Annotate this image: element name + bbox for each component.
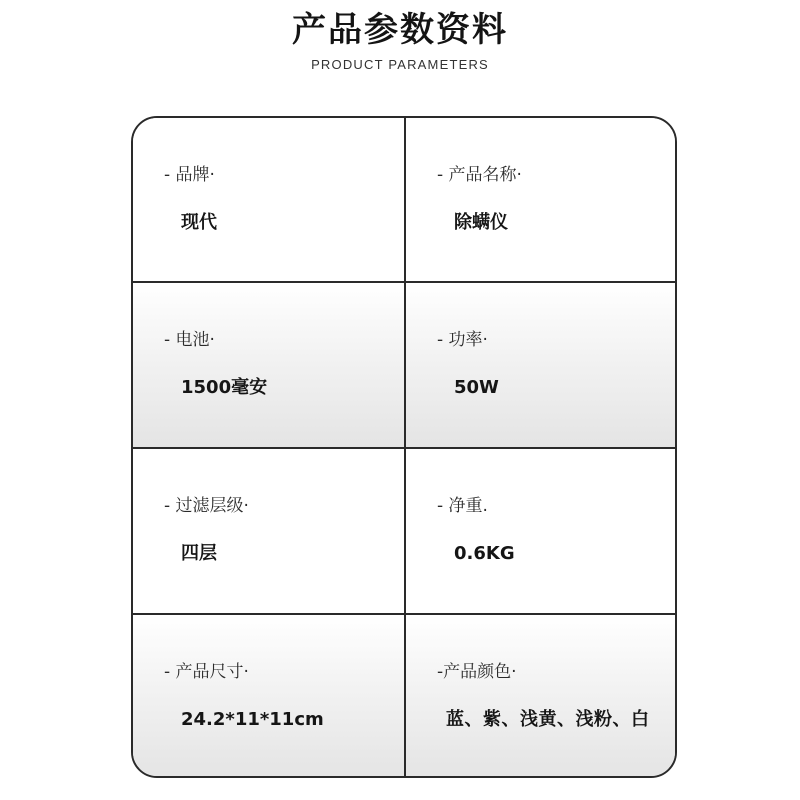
param-label: - 净重. [437, 496, 488, 516]
param-cell-battery [133, 283, 404, 449]
page-title: 产品参数资料 [292, 10, 508, 50]
param-label: -产品颜色· [437, 662, 517, 682]
column-divider [404, 118, 406, 776]
parameter-table [131, 116, 677, 778]
param-value: 蓝、紫、浅黄、浅粉、白 [446, 709, 650, 730]
param-cell-color [406, 615, 677, 778]
param-label: - 电池· [164, 330, 215, 350]
param-value: 50W [454, 377, 499, 398]
param-label: - 品牌· [164, 165, 215, 185]
param-value: 除螨仪 [454, 212, 508, 233]
param-value: 24.2*11*11cm [181, 709, 324, 730]
param-cell-filter-layers [133, 449, 404, 615]
param-cell-size [133, 615, 404, 778]
param-cell-net-weight [406, 449, 677, 615]
param-label: - 功率· [437, 330, 488, 350]
param-cell-brand [133, 118, 404, 283]
param-label: - 产品尺寸· [164, 662, 249, 682]
page-subtitle: PRODUCT PARAMETERS [311, 57, 489, 72]
param-cell-product-name [406, 118, 677, 283]
param-value: 0.6KG [454, 543, 515, 564]
param-cell-power [406, 283, 677, 449]
param-label: - 过滤层级· [164, 496, 249, 516]
param-label: - 产品名称· [437, 165, 522, 185]
param-value: 1500毫安 [181, 377, 268, 398]
param-value: 四层 [181, 543, 217, 564]
param-value: 现代 [181, 212, 217, 233]
